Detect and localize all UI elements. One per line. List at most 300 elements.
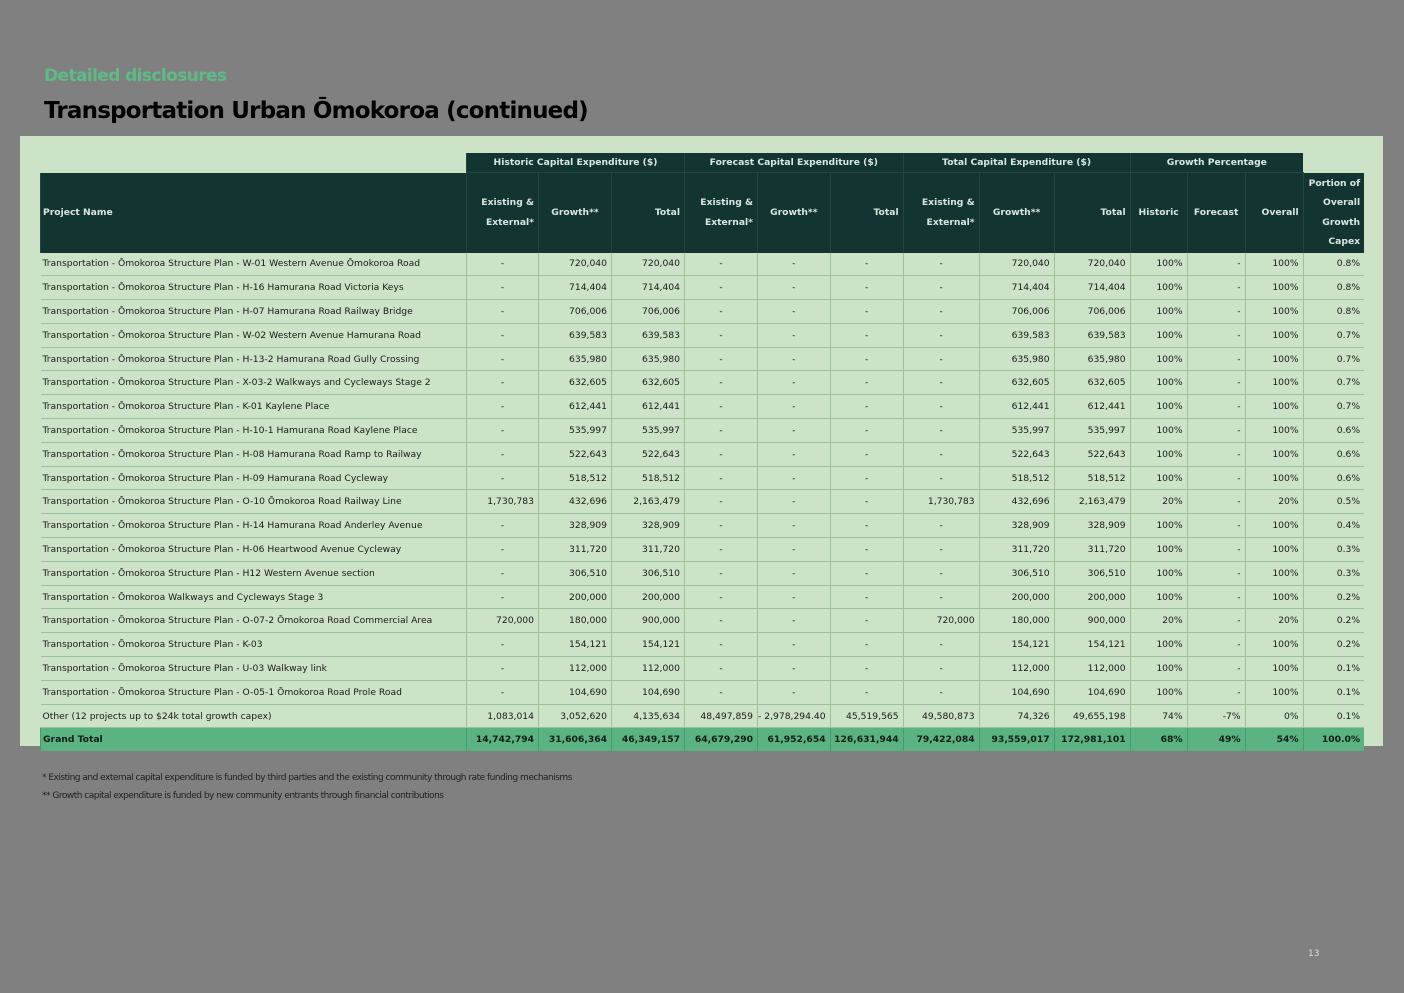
value-cell: 200,000 — [539, 585, 612, 609]
value-cell: 31,606,364 — [539, 728, 612, 751]
value-cell: 306,510 — [979, 561, 1054, 585]
value-cell: - — [758, 347, 831, 371]
value-cell: 706,006 — [979, 300, 1054, 324]
value-cell: - — [685, 442, 758, 466]
value-cell: 639,583 — [979, 323, 1054, 347]
value-cell: 126,631,944 — [830, 728, 903, 751]
project-name-cell: Transportation - Ōmokoroa Structure Plan - H-06 Heartwood Avenue Cycleway — [41, 538, 467, 562]
value-cell: 720,040 — [539, 253, 612, 276]
value-cell: 49,580,873 — [903, 704, 979, 728]
value-cell: 93,559,017 — [979, 728, 1054, 751]
value-cell: 720,040 — [612, 253, 685, 276]
value-cell: 0.7% — [1303, 395, 1364, 419]
table-row — [41, 585, 1365, 609]
value-cell: 311,720 — [612, 538, 685, 562]
value-cell: 100% — [1245, 253, 1303, 276]
col-pct-forecast: Forecast — [1187, 173, 1245, 253]
value-cell: - — [758, 561, 831, 585]
value-cell: 522,643 — [1054, 442, 1130, 466]
project-name-cell: Other (12 projects up to $24k total growth capex) — [41, 704, 467, 728]
value-cell: - — [758, 300, 831, 324]
col-project-name: Project Name — [41, 173, 467, 253]
value-cell: - — [1187, 276, 1245, 300]
value-cell: 14,742,794 — [467, 728, 539, 751]
value-cell: 306,510 — [1054, 561, 1130, 585]
value-cell: - — [758, 395, 831, 419]
value-cell: - — [758, 633, 831, 657]
value-cell: 100% — [1245, 633, 1303, 657]
value-cell: 706,006 — [612, 300, 685, 324]
col-pct-overall: Overall — [1245, 173, 1303, 253]
value-cell: 639,583 — [539, 323, 612, 347]
value-cell: 522,643 — [979, 442, 1054, 466]
value-cell: 200,000 — [1054, 585, 1130, 609]
value-cell: 720,000 — [467, 609, 539, 633]
value-cell: - — [685, 609, 758, 633]
value-cell: - — [1187, 514, 1245, 538]
value-cell: 100% — [1245, 657, 1303, 681]
value-cell: - — [830, 442, 903, 466]
value-cell: 0.6% — [1303, 419, 1364, 443]
value-cell: - — [1187, 395, 1245, 419]
value-cell: - — [1187, 490, 1245, 514]
value-cell: 100% — [1245, 323, 1303, 347]
value-cell: - — [830, 323, 903, 347]
value-cell: 612,441 — [612, 395, 685, 419]
value-cell: 432,696 — [979, 490, 1054, 514]
value-cell: - — [758, 514, 831, 538]
value-cell: - — [830, 633, 903, 657]
value-cell: 432,696 — [539, 490, 612, 514]
value-cell: - — [903, 680, 979, 704]
value-cell: -7% — [1187, 704, 1245, 728]
value-cell: - — [758, 490, 831, 514]
value-cell: 2,163,479 — [1054, 490, 1130, 514]
value-cell: - — [830, 585, 903, 609]
value-cell: - — [1187, 347, 1245, 371]
value-cell: 54% — [1245, 728, 1303, 751]
value-cell: 100% — [1245, 585, 1303, 609]
value-cell: 635,980 — [539, 347, 612, 371]
value-cell: 20% — [1245, 609, 1303, 633]
col-total-growth: Growth** — [979, 173, 1054, 253]
value-cell: - — [903, 395, 979, 419]
value-cell: 535,997 — [1054, 419, 1130, 443]
value-cell: 632,605 — [1054, 371, 1130, 395]
footnote-existing: * Existing and external capital expenditure is funded by third parties and the existing community through rate funding mechanisms — [42, 773, 572, 783]
col-pct-historic: Historic — [1130, 173, 1187, 253]
value-cell: - — [685, 371, 758, 395]
project-name-cell: Transportation - Ōmokoroa Structure Plan - O-10 Ōmokoroa Road Railway Line — [41, 490, 467, 514]
value-cell: 518,512 — [1054, 466, 1130, 490]
value-cell: 522,643 — [539, 442, 612, 466]
value-cell: - — [758, 323, 831, 347]
value-cell: 46,349,157 — [612, 728, 685, 751]
value-cell: - — [758, 253, 831, 276]
value-cell: - — [685, 680, 758, 704]
value-cell: 180,000 — [979, 609, 1054, 633]
table-row — [41, 442, 1365, 466]
table-row — [41, 704, 1365, 728]
value-cell: 20% — [1130, 490, 1187, 514]
table-row — [41, 561, 1365, 585]
value-cell: 635,980 — [1054, 347, 1130, 371]
table-row — [41, 253, 1365, 276]
value-cell: 100% — [1245, 347, 1303, 371]
value-cell: 635,980 — [979, 347, 1054, 371]
value-cell: 306,510 — [612, 561, 685, 585]
value-cell: - — [830, 514, 903, 538]
value-cell: - — [467, 633, 539, 657]
value-cell: 3,052,620 — [539, 704, 612, 728]
col-portion-overall: Portion of Overall Growth Capex — [1303, 173, 1364, 253]
value-cell: 20% — [1130, 609, 1187, 633]
value-cell: - — [685, 395, 758, 419]
value-cell: 68% — [1130, 728, 1187, 751]
value-cell: 100% — [1245, 561, 1303, 585]
value-cell: - — [830, 395, 903, 419]
value-cell: 154,121 — [1054, 633, 1130, 657]
value-cell: 0.7% — [1303, 323, 1364, 347]
col-total-total: Total — [1054, 173, 1130, 253]
value-cell: - — [467, 585, 539, 609]
value-cell: 172,981,101 — [1054, 728, 1130, 751]
value-cell: 328,909 — [539, 514, 612, 538]
project-name-cell: Transportation - Ōmokoroa Structure Plan - H12 Western Avenue section — [41, 561, 467, 585]
value-cell: - — [467, 466, 539, 490]
value-cell: - — [830, 419, 903, 443]
project-name-cell: Transportation - Ōmokoroa Structure Plan - H-07 Hamurana Road Railway Bridge — [41, 300, 467, 324]
value-cell: 100% — [1130, 680, 1187, 704]
value-cell: 100% — [1130, 419, 1187, 443]
value-cell: - — [758, 419, 831, 443]
grand-total-row — [41, 728, 1365, 751]
value-cell: 100% — [1130, 442, 1187, 466]
value-cell: - — [467, 253, 539, 276]
project-name-cell: Transportation - Ōmokoroa Structure Plan - O-05-1 Ōmokoroa Road Prole Road — [41, 680, 467, 704]
value-cell: - — [903, 253, 979, 276]
value-cell: 0.2% — [1303, 585, 1364, 609]
value-cell: 4,135,634 — [612, 704, 685, 728]
value-cell: 535,997 — [979, 419, 1054, 443]
value-cell: - — [903, 657, 979, 681]
value-cell: 112,000 — [1054, 657, 1130, 681]
value-cell: 0.6% — [1303, 466, 1364, 490]
value-cell: 0.3% — [1303, 538, 1364, 562]
value-cell: 200,000 — [979, 585, 1054, 609]
value-cell: - — [1187, 253, 1245, 276]
value-cell: 100% — [1245, 514, 1303, 538]
table-row — [41, 466, 1365, 490]
value-cell: - — [1187, 323, 1245, 347]
value-cell: - — [758, 466, 831, 490]
value-cell: 900,000 — [1054, 609, 1130, 633]
value-cell: - — [685, 253, 758, 276]
value-cell: - — [758, 442, 831, 466]
value-cell: 1,730,783 — [467, 490, 539, 514]
project-name-cell: Transportation - Ōmokoroa Structure Plan - K-01 Kaylene Place — [41, 395, 467, 419]
value-cell: 639,583 — [612, 323, 685, 347]
table-row — [41, 538, 1365, 562]
value-cell: 104,690 — [612, 680, 685, 704]
col-forecast-total: Total — [830, 173, 903, 253]
value-cell: 74% — [1130, 704, 1187, 728]
value-cell: 112,000 — [979, 657, 1054, 681]
value-cell: - — [685, 276, 758, 300]
value-cell: - — [1187, 371, 1245, 395]
value-cell: 100% — [1130, 347, 1187, 371]
value-cell: - — [758, 276, 831, 300]
value-cell: 154,121 — [612, 633, 685, 657]
header-spacer — [1303, 153, 1364, 173]
table-row — [41, 300, 1365, 324]
group-total: Total Capital Expenditure ($) — [903, 153, 1130, 173]
section-eyebrow: Detailed disclosures — [44, 66, 227, 86]
value-cell: 64,679,290 — [685, 728, 758, 751]
value-cell: - — [467, 419, 539, 443]
value-cell: 639,583 — [1054, 323, 1130, 347]
value-cell: 100% — [1245, 276, 1303, 300]
value-cell: 2,163,479 — [612, 490, 685, 514]
value-cell: 20% — [1245, 490, 1303, 514]
value-cell: - 2,978,294.40 — [758, 704, 831, 728]
value-cell: - — [830, 538, 903, 562]
project-name-cell: Grand Total — [41, 728, 467, 751]
value-cell: 100% — [1130, 323, 1187, 347]
value-cell: - — [685, 633, 758, 657]
value-cell: - — [903, 300, 979, 324]
value-cell: - — [903, 419, 979, 443]
value-cell: 0.5% — [1303, 490, 1364, 514]
value-cell: 720,040 — [1054, 253, 1130, 276]
value-cell: - — [830, 347, 903, 371]
value-cell: - — [467, 300, 539, 324]
value-cell: 0.2% — [1303, 633, 1364, 657]
col-forecast-growth: Growth** — [758, 173, 831, 253]
value-cell: - — [1187, 419, 1245, 443]
value-cell: - — [1187, 538, 1245, 562]
page-number: 13 — [1308, 949, 1320, 959]
value-cell: 518,512 — [539, 466, 612, 490]
value-cell: - — [830, 609, 903, 633]
value-cell: 0.7% — [1303, 371, 1364, 395]
value-cell: 0.7% — [1303, 347, 1364, 371]
value-cell: - — [903, 561, 979, 585]
value-cell: - — [903, 323, 979, 347]
value-cell: 100% — [1130, 276, 1187, 300]
value-cell: - — [903, 585, 979, 609]
value-cell: - — [685, 538, 758, 562]
value-cell: 49,655,198 — [1054, 704, 1130, 728]
value-cell: - — [1187, 633, 1245, 657]
value-cell: - — [467, 514, 539, 538]
value-cell: 518,512 — [612, 466, 685, 490]
value-cell: - — [685, 466, 758, 490]
value-cell: - — [903, 514, 979, 538]
value-cell: 522,643 — [612, 442, 685, 466]
value-cell: 612,441 — [539, 395, 612, 419]
value-cell: 100% — [1130, 395, 1187, 419]
value-cell: 100% — [1130, 561, 1187, 585]
value-cell: - — [685, 300, 758, 324]
value-cell: 100% — [1245, 395, 1303, 419]
value-cell: 112,000 — [612, 657, 685, 681]
value-cell: 100% — [1245, 419, 1303, 443]
value-cell: 61,952,654 — [758, 728, 831, 751]
value-cell: - — [830, 276, 903, 300]
value-cell: 0.8% — [1303, 276, 1364, 300]
value-cell: - — [758, 585, 831, 609]
group-forecast: Forecast Capital Expenditure ($) — [685, 153, 904, 173]
value-cell: 535,997 — [539, 419, 612, 443]
value-cell: - — [903, 276, 979, 300]
value-cell: - — [1187, 466, 1245, 490]
col-historic-total: Total — [612, 173, 685, 253]
col-historic-existing: Existing & External* — [467, 173, 539, 253]
value-cell: - — [467, 657, 539, 681]
value-cell: - — [467, 561, 539, 585]
value-cell: - — [685, 657, 758, 681]
table-row — [41, 680, 1365, 704]
value-cell: 632,605 — [612, 371, 685, 395]
value-cell: - — [758, 657, 831, 681]
value-cell: - — [1187, 585, 1245, 609]
value-cell: 100% — [1130, 538, 1187, 562]
project-name-cell: Transportation - Ōmokoroa Structure Plan - H-10-1 Hamurana Road Kaylene Place — [41, 419, 467, 443]
value-cell: - — [903, 633, 979, 657]
value-cell: - — [830, 253, 903, 276]
value-cell: 612,441 — [979, 395, 1054, 419]
project-name-cell: Transportation - Ōmokoroa Structure Plan - U-03 Walkway link — [41, 657, 467, 681]
value-cell: 100% — [1245, 680, 1303, 704]
value-cell: - — [685, 561, 758, 585]
value-cell: 100% — [1130, 300, 1187, 324]
value-cell: 180,000 — [539, 609, 612, 633]
value-cell: 714,404 — [612, 276, 685, 300]
value-cell: 100% — [1130, 585, 1187, 609]
value-cell: 100% — [1130, 253, 1187, 276]
value-cell: 49% — [1187, 728, 1245, 751]
value-cell: 104,690 — [979, 680, 1054, 704]
value-cell: - — [1187, 561, 1245, 585]
value-cell: 112,000 — [539, 657, 612, 681]
value-cell: - — [467, 680, 539, 704]
header-spacer — [41, 153, 467, 173]
value-cell: 45,519,565 — [830, 704, 903, 728]
project-name-cell: Transportation - Ōmokoroa Structure Plan - K-03 — [41, 633, 467, 657]
project-name-cell: Transportation - Ōmokoroa Structure Plan - W-02 Western Avenue Hamurana Road — [41, 323, 467, 347]
value-cell: 100% — [1245, 371, 1303, 395]
page-title: Transportation Urban Ōmokoroa (continued) — [44, 98, 588, 124]
table-row — [41, 371, 1365, 395]
value-cell: - — [830, 300, 903, 324]
value-cell: 154,121 — [539, 633, 612, 657]
col-forecast-existing: Existing & External* — [685, 173, 758, 253]
table-row — [41, 609, 1365, 633]
value-cell: 154,121 — [979, 633, 1054, 657]
table-row — [41, 490, 1365, 514]
project-name-cell: Transportation - Ōmokoroa Structure Plan - H-09 Hamurana Road Cycleway — [41, 466, 467, 490]
value-cell: 104,690 — [1054, 680, 1130, 704]
value-cell: - — [685, 514, 758, 538]
value-cell: 720,040 — [979, 253, 1054, 276]
value-cell: 328,909 — [979, 514, 1054, 538]
value-cell: - — [1187, 300, 1245, 324]
value-cell: 612,441 — [1054, 395, 1130, 419]
table-row — [41, 633, 1365, 657]
value-cell: 900,000 — [612, 609, 685, 633]
value-cell: 0.2% — [1303, 609, 1364, 633]
value-cell: - — [685, 323, 758, 347]
value-cell: 1,083,014 — [467, 704, 539, 728]
value-cell: - — [1187, 609, 1245, 633]
value-cell: - — [467, 395, 539, 419]
project-name-cell: Transportation - Ōmokoroa Structure Plan - O-07-2 Ōmokoroa Road Commercial Area — [41, 609, 467, 633]
capex-table — [40, 153, 1364, 751]
value-cell: 0.1% — [1303, 680, 1364, 704]
value-cell: 720,000 — [903, 609, 979, 633]
value-cell: - — [830, 466, 903, 490]
col-historic-growth: Growth** — [539, 173, 612, 253]
value-cell: 100% — [1130, 371, 1187, 395]
value-cell: 0.1% — [1303, 704, 1364, 728]
table-panel — [20, 136, 1383, 746]
value-cell: 100% — [1130, 633, 1187, 657]
table-row — [41, 395, 1365, 419]
project-name-cell: Transportation - Ōmokoroa Structure Plan - H-16 Hamurana Road Victoria Keys — [41, 276, 467, 300]
value-cell: - — [758, 609, 831, 633]
value-cell: - — [758, 538, 831, 562]
value-cell: - — [467, 538, 539, 562]
value-cell: 100% — [1245, 442, 1303, 466]
value-cell: - — [685, 347, 758, 371]
value-cell: 535,997 — [612, 419, 685, 443]
table-row — [41, 276, 1365, 300]
project-name-cell: Transportation - Ōmokoroa Structure Plan - H-08 Hamurana Road Ramp to Railway — [41, 442, 467, 466]
table-row — [41, 347, 1365, 371]
value-cell: 311,720 — [539, 538, 612, 562]
value-cell: 0.8% — [1303, 253, 1364, 276]
value-cell: 0.6% — [1303, 442, 1364, 466]
table-row — [41, 419, 1365, 443]
value-cell: - — [685, 490, 758, 514]
value-cell: - — [903, 538, 979, 562]
table-row — [41, 514, 1365, 538]
value-cell: - — [467, 371, 539, 395]
value-cell: 100% — [1130, 657, 1187, 681]
group-historic: Historic Capital Expenditure ($) — [467, 153, 685, 173]
value-cell: 635,980 — [612, 347, 685, 371]
value-cell: 100% — [1130, 514, 1187, 538]
value-cell: - — [903, 466, 979, 490]
value-cell: 100% — [1245, 538, 1303, 562]
value-cell: - — [903, 347, 979, 371]
value-cell: - — [830, 561, 903, 585]
value-cell: 518,512 — [979, 466, 1054, 490]
value-cell: - — [685, 585, 758, 609]
value-cell: 311,720 — [979, 538, 1054, 562]
value-cell: 0.8% — [1303, 300, 1364, 324]
value-cell: 1,730,783 — [903, 490, 979, 514]
value-cell: 311,720 — [1054, 538, 1130, 562]
value-cell: - — [830, 490, 903, 514]
value-cell: - — [467, 442, 539, 466]
project-name-cell: Transportation - Ōmokoroa Walkways and Cycleways Stage 3 — [41, 585, 467, 609]
value-cell: 328,909 — [1054, 514, 1130, 538]
value-cell: 100.0% — [1303, 728, 1364, 751]
value-cell: 706,006 — [1054, 300, 1130, 324]
value-cell: - — [467, 276, 539, 300]
